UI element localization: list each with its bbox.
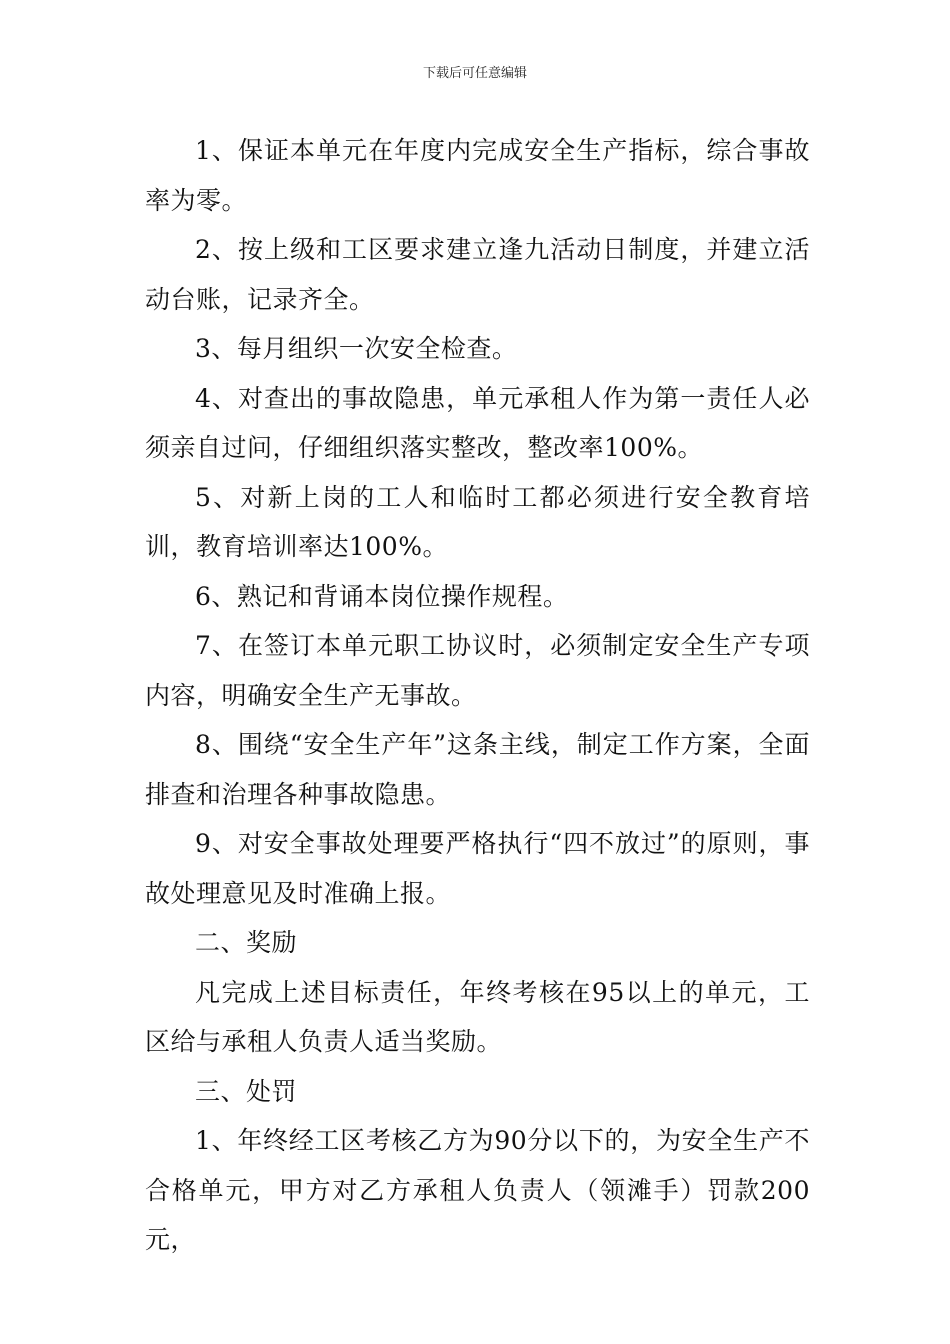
section-heading-penalty: 三、处罚 [195,1076,298,1106]
paragraph-item-9: 9、对安全事故处理要严格执行“四不放过”的原则，事故处理意见及时准确上报。 [145,829,810,908]
paragraph-item-4: 4、对查出的事故隐患，单元承租人作为第一责任人必须亲自过问，仔细组织落实整改，整改率100%。 [145,383,810,462]
paragraph-penalty-1: 1、年终经工区考核乙方为90分以下的，为安全生产不合格单元，甲方对乙方承租人负责人（领滩手）罚款200元， [145,1126,810,1254]
document-body [145,126,810,1265]
paragraph-item-7: 7、在签订本单元职工协议时，必须制定安全生产专项内容，明确安全生产无事故。 [145,631,810,710]
page-header: 下载后可任意编辑 [422,66,527,81]
paragraph-item-8: 8、围绕“安全生产年”这条主线，制定工作方案，全面排查和治理各种事故隐患。 [145,730,810,809]
paragraph-reward: 凡完成上述目标责任，年终考核在95以上的单元，工区给与承租人负责人适当奖励。 [145,977,810,1056]
paragraph-item-3: 3、每月组织一次安全检查。 [195,334,518,363]
paragraph-item-1: 1、保证本单元在年度内完成安全生产指标，综合事故率为零。 [145,136,810,215]
paragraph-item-2: 2、按上级和工区要求建立逢九活动日制度，并建立活动台账，记录齐全。 [145,235,810,314]
paragraph-item-5: 5、对新上岗的工人和临时工都必须进行安全教育培训，教育培训率达100%。 [145,482,810,561]
paragraph-item-6: 6、熟记和背诵本岗位操作规程。 [195,581,569,611]
section-heading-reward: 二、奖励 [195,928,298,957]
